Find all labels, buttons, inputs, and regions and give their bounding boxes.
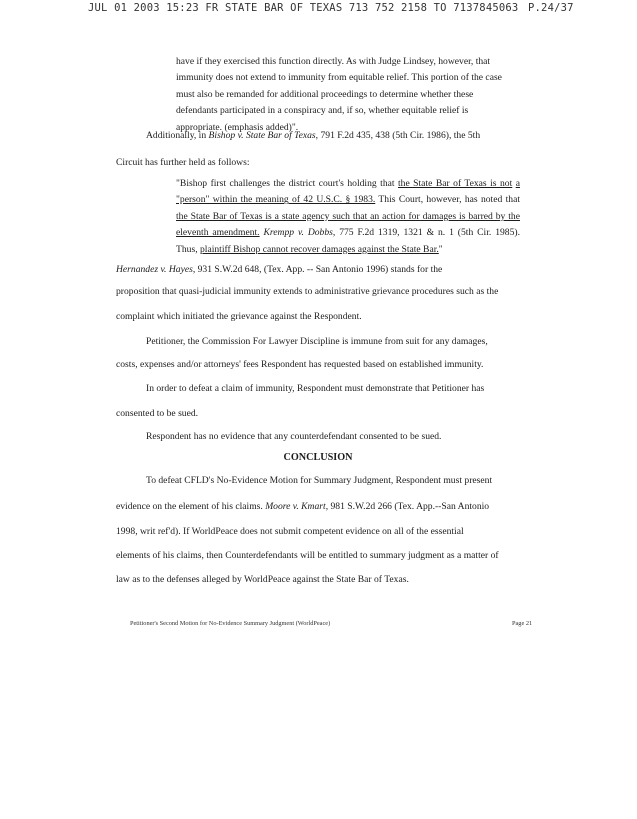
- conclusion-line: [116, 501, 520, 512]
- case-citation: Krempp v. Dobbs: [263, 227, 333, 239]
- text: ": [438, 243, 443, 255]
- para2-line: [116, 264, 520, 275]
- quote1-line: have if they exercised this function directly. As with Judge Lindsey, however, that: [176, 56, 491, 67]
- footer-page-number: Page 21: [512, 620, 533, 627]
- footer-caption: Petitioner's Second Motion for No-Evidence Summary Judgment (WorldPeace): [130, 620, 331, 627]
- text: , 791 F.2d 435, 438 (5th Cir. 1986), the 5th: [315, 130, 481, 141]
- case-citation: Bishop v. State Bar of Texas: [208, 130, 316, 141]
- case-citation: Hernandez v. Hayes: [116, 264, 193, 275]
- underlined-text: the State Bar of Texas is not: [398, 178, 513, 189]
- conclusion-line: 1998, writ ref'd). If WorldPeace does not submit competent evidence on all of the essential: [116, 526, 464, 537]
- para5-line: Respondent has no evidence that any counterdefendant consented to be sued.: [146, 431, 442, 442]
- underlined-text: plaintiff Bishop cannot recover damages against the State Bar.: [199, 243, 439, 255]
- quote1-line: appropriate. (emphasis added)".: [176, 121, 299, 133]
- text: evidence on the element of his claims.: [116, 501, 266, 512]
- para4-line: consented to be sued.: [116, 408, 199, 419]
- quote1-line: defendants participated in a conspiracy and, if so, whether equitable relief is: [176, 105, 469, 117]
- fax-header-page: P.24/37: [528, 2, 574, 14]
- text: , 981 S.W.2d 266 (Tex. App.--San Antonio: [325, 501, 490, 512]
- quote1-line: immunity does not extend to immunity from equitable relief. This portion of the case: [176, 72, 502, 84]
- text: , 931 S.W.2d 648, (Tex. App. -- San Antonio 1996) stands for the: [192, 264, 443, 275]
- underlined-text: the State Bar of Texas is a state agency such that an action for damages is barred by the eleventh amendment.: [176, 210, 520, 239]
- para1-line: [146, 130, 520, 141]
- conclusion-line: elements of his claims, then Counterdefendants will be entitled to summary judgment as a matter of: [116, 550, 499, 561]
- underlined-text: a "person" within the meaning of 42 U.S.C. § 1983.: [176, 178, 520, 206]
- fax-header-transmission: JUL 01 2003 15:23 FR STATE BAR OF TEXAS 713 752 2158 TO 7137845063: [88, 2, 519, 14]
- conclusion-line: To defeat CFLD's No-Evidence Motion for Summary Judgment, Respondent must present: [146, 475, 493, 486]
- text: This Court, however, has noted that: [375, 194, 520, 206]
- para4-line: In order to defeat a claim of immunity, Respondent must demonstrate that Petitioner has: [146, 383, 485, 394]
- text: "Bishop first challenges the district court's holding that: [176, 178, 398, 189]
- para2-line: complaint which initiated the grievance against the Respondent.: [116, 311, 362, 322]
- conclusion-line: law as to the defenses alleged by WorldPeace against the State Bar of Texas.: [116, 574, 409, 585]
- text: Additionally, in: [146, 130, 209, 141]
- para1-line: Circuit has further held as follows:: [116, 157, 250, 168]
- para2-line: proposition that quasi-judicial immunity extends to administrative grievance procedures such as the: [116, 286, 499, 297]
- conclusion-heading: CONCLUSION: [283, 452, 353, 463]
- para3-line: Petitioner, the Commission For Lawyer Discipline is immune from suit for any damages,: [146, 336, 488, 347]
- case-citation: Moore v. Kmart: [265, 501, 326, 512]
- block-quote-2: [176, 176, 520, 258]
- fax-header: [88, 2, 628, 14]
- para3-line: costs, expenses and/or attorneys' fees Respondent has requested based on established immunity.: [116, 359, 484, 370]
- block-quote-1: [176, 54, 520, 136]
- text: , 775 F.2d 1319, 1321 & n. 1 (5th Cir. 1985). Thus,: [176, 227, 520, 255]
- quote1-line: must also be remanded for additional proceedings to determine whether these: [176, 88, 474, 100]
